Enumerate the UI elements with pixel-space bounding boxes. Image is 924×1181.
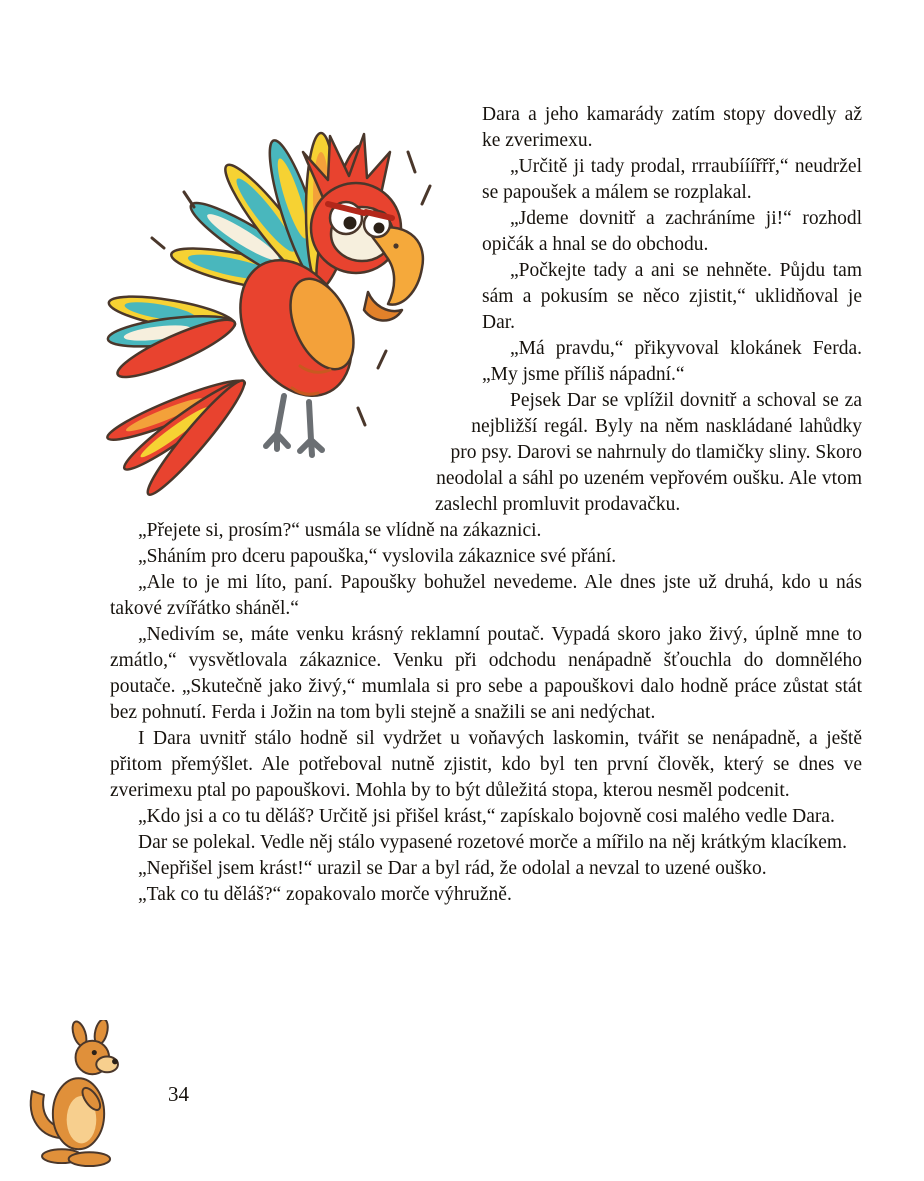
kangaroo-illustration xyxy=(22,1020,136,1168)
story-paragraph: „Jdeme dovnitř a zachráníme ji!“ rozhodl opičák a hnal se do obchodu. xyxy=(482,208,862,255)
kangaroo-eye xyxy=(92,1050,97,1055)
parrot-legs xyxy=(266,396,322,455)
story-paragraph: I Dara uvnitř stálo hodně sil vydržet u voňavých laskomin, tvářit se nenápadně, a ještě přitom přemýšlet. Ale potřeboval nutně zjistit, kdo byl ten první člověk, který se dnes ve zverimexu ptal po papouškovi. Mohla by to být důležitá stopa, kterou nesměl podcenit. xyxy=(110,728,862,801)
story-paragraph: Pejsek Dar se vplížil dovnitř a schoval se za nejbližší regál. Byly na něm naskládané lahůdky pro psy. Darovi se nahrnuly do tlamičky sliny. Skoro neodolal a sáhl po uzeném vepřovém oušku. Ale vtom zaslechl promluvit prodavačku. xyxy=(435,390,862,515)
parrot-graphic xyxy=(56,96,480,515)
parrot-tail xyxy=(103,372,252,501)
kangaroo-nose xyxy=(112,1058,118,1064)
kangaroo-graphic xyxy=(22,1020,136,1168)
story-paragraph: „Přejete si, prosím?“ usmála se vlídně na zákaznici. xyxy=(138,520,542,541)
parrot-left-wing xyxy=(106,290,240,387)
parrot-illustration xyxy=(110,102,482,517)
story-paragraph: „Nepřišel jsem krást!“ urazil se Dar a byl rád, že odolal a nevzal to uzené ouško. xyxy=(138,858,767,879)
page-number: 34 xyxy=(168,1082,189,1106)
story-paragraph: „Tak co tu děláš?“ zopakovalo morče výhružně. xyxy=(138,884,512,905)
story-paragraph: „Určitě ji tady prodal, rrraubííířřř,“ neudržel se papoušek a málem se rozplakal. xyxy=(482,156,862,203)
story-paragraph: „Sháním pro dceru papouška,“ vyslovila zákaznice své přání. xyxy=(138,546,617,567)
story-paragraph: „Má pravdu,“ přikyvoval klokánek Ferda. „My jsme příliš nápadní.“ xyxy=(482,338,862,385)
parrot-nostril xyxy=(393,243,398,248)
story-paragraph: „Kdo jsi a co tu děláš? Určitě jsi přišel krást,“ zapískalo bojovně cosi malého vedle Dara. xyxy=(138,806,835,827)
story-text xyxy=(110,102,862,908)
story-paragraph: „Ale to je mi líto, paní. Papoušky bohužel nevedeme. Ale dnes jste už druhá, kdo u nás takové zvířátko sháněl.“ xyxy=(110,572,862,619)
kangaroo-foot-right xyxy=(69,1152,110,1166)
story-paragraph: „Počkejte tady a ani se nehněte. Půjdu tam sám a pokusím se něco zjistit,“ uklidňoval je Dar. xyxy=(482,260,862,333)
story-paragraph: Dar se polekal. Vedle něj stálo vypasené rozetové morče a mířilo na něj krátkým klacíkem. xyxy=(138,832,847,853)
story-paragraph: Dara a jeho kamarády zatím stopy dovedly až ke zverimexu. xyxy=(482,104,862,151)
story-paragraph: „Nedivím se, máte venku krásný reklamní poutač. Vypadá skoro jako živý, úplně mne to zmátlo,“ vysvětlovala zákaznice. Venku při odchodu nenápadně šťouchla do domnělého poutače. „Skutečně jako živý,“ mumlala si pro sebe a papouškovi dalo hodně práce zůstat stát bez pohnutí. Ferda i Jožin na tom byli stejně a snažili se ani nedýchat. xyxy=(110,624,862,723)
